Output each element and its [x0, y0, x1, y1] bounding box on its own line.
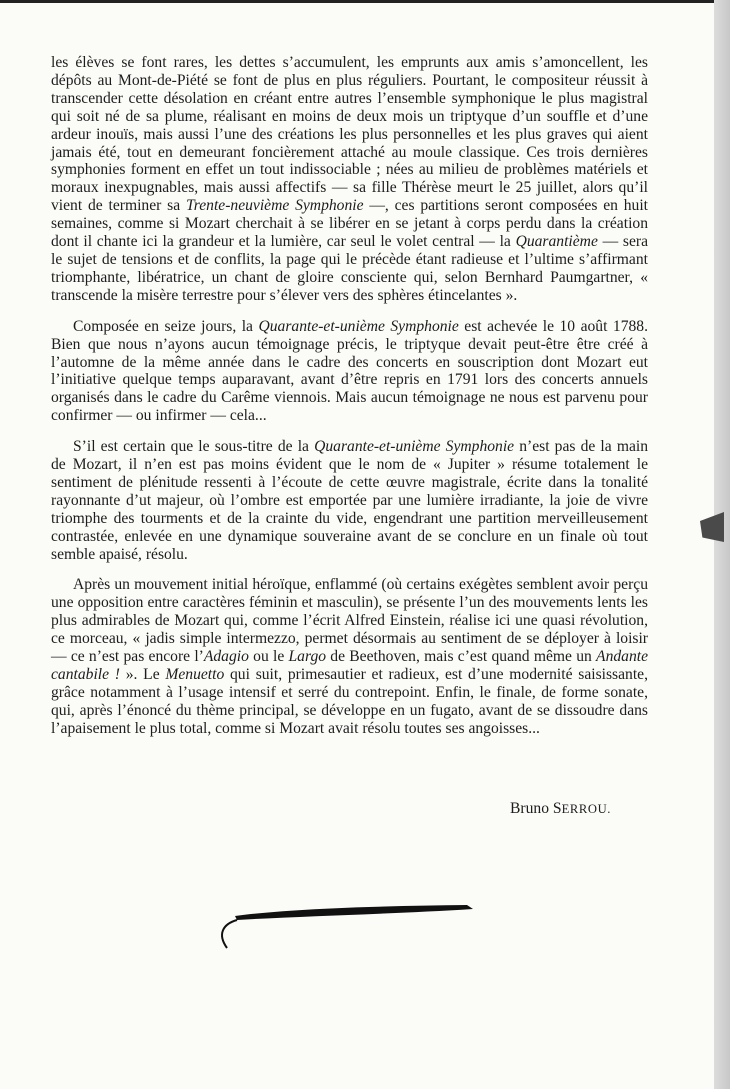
italic-title: Largo [288, 648, 327, 666]
author-signature [510, 800, 611, 818]
paragraph-3 [51, 438, 648, 563]
decorative-flourish [215, 896, 480, 956]
author-last-name: SERROU. [552, 800, 612, 817]
text-run: Composée en seize jours, la [73, 317, 259, 335]
text-run: qui suit, primesautier et radieux, est d’une modernité saisissante, grâce notamment à l’usage intensif et serré du contrepoint. Enfin, le finale, de forme sonate, qui, après l’énoncé du thème principal, se développe en un fugato, avant de se dissoudre dans l’apaisement le plus total, comme si Mozart avait résolu toutes ses angoisses... [51, 666, 648, 737]
text-run: les élèves se font rares, les dettes s’accumulent, les emprunts aux amis s’amoncellent, les dépôts au Mont-de-Piété se font de plus en plus réguliers. Pourtant, le compositeur réussit à transcender cette désolation en créant entre autres l’ensemble symphonique le plus magistral qui soit né de sa plume, réalisant en moins de deux mois un triptyque d’un souffle et d’une ardeur inouïs, mais aussi l’une des créations les plus personnelles et les plus graves qui aient jamais été, tout en demeurant foncièrement attaché au moule classique. Ces trois dernières symphonies forment en effet un tout indissociable ; nées au milieu de problèmes matériels et moraux inexpugnables, mais aussi affectifs — sa fille Thérèse meurt le 25 juillet, alors qu’il vient de terminer sa [51, 54, 648, 215]
italic-title: Andante cantabile ! [51, 648, 649, 683]
italic-title: Trente-neuvième Symphonie [185, 197, 364, 215]
paragraph-2 [51, 318, 648, 425]
paragraph-1 [51, 54, 648, 305]
text-run: de Beethoven, mais c’est quand même un [326, 648, 597, 666]
text-run: — sera le sujet de tensions et de conflits, la page qui le précède étant radieuse et l’ultime s’affirmant triomphante, libératrice, un chant de gloire consciente qui, selon Bernhard Paumgartner, « transcende la misère terrestre pour s’élever vers des sphères étincelantes ». [51, 233, 648, 304]
author-first-name: Bruno [510, 800, 549, 817]
scan-right-edge [714, 0, 730, 1089]
text-run: —, ces partitions seront composées en huit semaines, comme si Mozart cherchait à se libérer en se jetant à corps perdu dans la création dont il chante ici la grandeur et la lumière, car seul le volet central — la [51, 197, 648, 251]
text-run: S’il est certain que le sous-titre de la [73, 438, 315, 456]
text-run: ou le [248, 648, 289, 666]
italic-title: Adagio [203, 648, 249, 666]
body-text [51, 54, 648, 751]
italic-title: Menuetto [165, 666, 225, 683]
paragraph-4 [51, 576, 648, 737]
italic-title: Quarante-et-unième Symphonie [258, 317, 459, 335]
text-run: Après un mouvement initial héroïque, enflammé (où certains exégètes semblent avoir perçu une opposition entre caractères féminin et masculin), se présente l’un des mouvements lents les plus admirables de Mozart qui, comme l’écrit Alfred Einstein, réalise ici une quasi révolution, ce morceau, « jadis simple intermezzo, permet désormais au sentiment de se déployer à loisir — ce n’est pas encore l’ [51, 576, 648, 666]
italic-title: Quarantième [515, 233, 598, 251]
text-run: ». Le [119, 666, 166, 683]
text-run: n’est pas de la main de Mozart, il n’en est pas moins évident que le nom de « Jupiter » résume totalement le sentiment de plénitude ressenti à l’écoute de cette œuvre magistrale, écrite dans la tonalité rayonnante d’ut majeur, où l’ombre est emportée par une lumière irradiante, la joie de vivre triomphe des tourments et de la crainte du vide, engendrant une partition merveilleusement contrastée, enlevée en une dynamique souveraine avant de se conclure en un finale où tout semble apaisé, résolu. [51, 438, 648, 563]
scan-top-edge [0, 0, 730, 3]
text-run: est achevée le 10 août 1788. Bien que nous n’ayons aucun témoignage précis, le triptyque devait peut-être être créé à l’automne de la même année dans le cadre des concerts en souscription dont Mozart eut l’initiative quelque temps auparavant, avant d’être repris en 1791 lors des concerts annuels organisés dans le cadre du Carême viennois. Mais aucun témoignage ne nous est parvenu pour confirmer — ou infirmer — cela... [51, 317, 648, 425]
italic-title: Quarante-et-unième Symphonie [314, 438, 515, 456]
